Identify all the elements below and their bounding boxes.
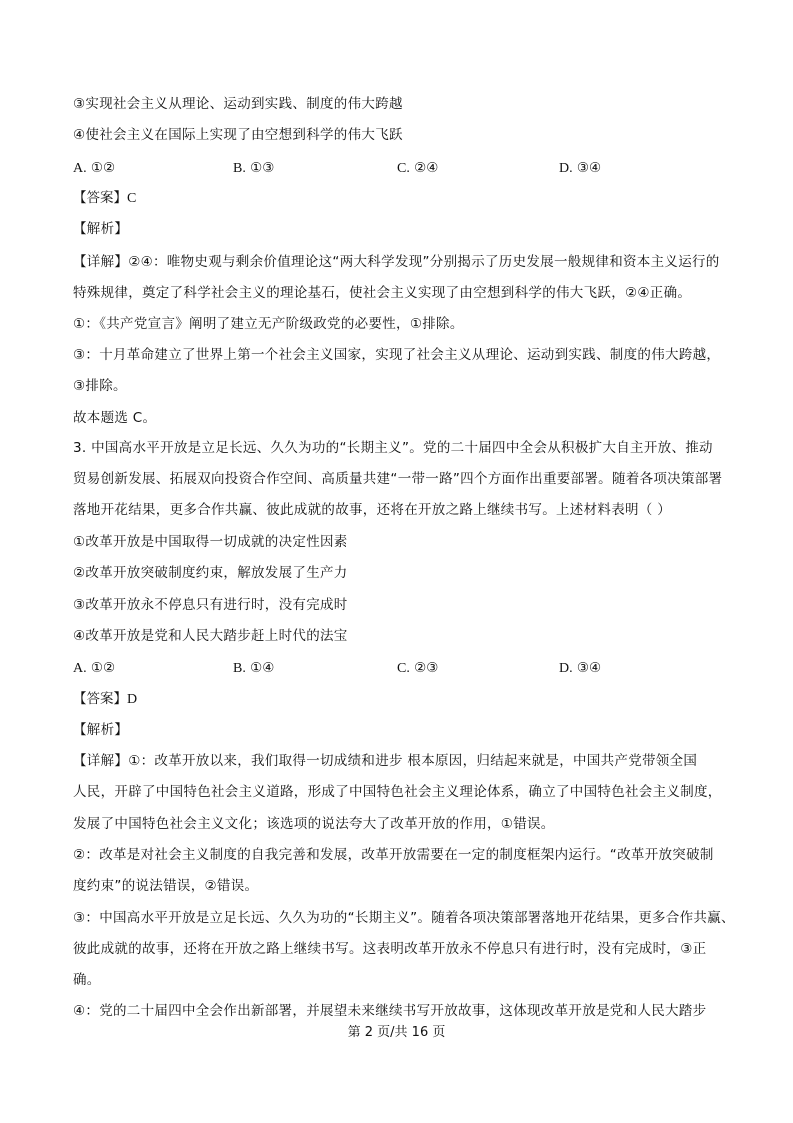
q2-conclusion: 故本题选 C。	[73, 410, 157, 426]
q3-detail-line-2: 人民，开辟了中国特色社会主义道路，形成了中国特色社会主义理论体系，确立了中国特色社会主义制度，	[73, 784, 722, 800]
q2-option-c	[397, 158, 438, 179]
option-text: ②③	[409, 660, 439, 676]
q3-analysis-tag: 【解析】	[73, 722, 129, 738]
option-letter: C.	[397, 161, 410, 176]
option-text: ①③	[245, 160, 275, 176]
q3-option-b	[233, 658, 274, 679]
q3-detail-line-6: ③：中国高水平开放是立足长远、久久为功的“长期主义”。随着各项决策部署落地开花结果，更多合作共赢、	[73, 910, 735, 926]
q3-detail-line-7: 彼此成就的故事，还将在开放之路上继续书写。这表明改革开放永不停息只有进行时，没有完成时，③正	[73, 941, 707, 957]
q2-statement-3: ③实现社会主义从理论、运动到实践、制度的伟大跨越	[73, 96, 403, 112]
q3-detail-line-3: 发展了中国特色社会主义文化；该选项的说法夸大了改革开放的作用，①错误。	[73, 816, 555, 832]
option-text: ②④	[409, 160, 439, 176]
q3-statement-4: ④改革开放是党和人民大踏步赶上时代的法宝	[73, 628, 348, 644]
option-text: ①②	[86, 160, 116, 176]
q2-detail-line-1: 【详解】②④：唯物史观与剩余价值理论这“两大科学发现”分别揭示了历史发展一般规律和资本主义运行的	[73, 254, 720, 270]
q2-statement-4: ④使社会主义在国际上实现了由空想到科学的伟大飞跃	[73, 127, 403, 143]
q3-detail-line-8: 确。	[73, 972, 101, 988]
q2-detail-line-4: ③：十月革命建立了世界上第一个社会主义国家，实现了社会主义从理论、运动到实践、制度的伟大跨越，	[73, 347, 721, 363]
q3-option-c	[397, 658, 438, 679]
option-letter: B.	[233, 661, 246, 676]
option-text: ③④	[572, 160, 602, 176]
q2-answer	[73, 188, 137, 209]
q2-analysis-tag: 【解析】	[73, 221, 129, 237]
answer-value: C	[127, 191, 137, 206]
q3-stem-line-2: 贸易创新发展、拓展双向投资合作空间、高质量共建“一带一路”四个方面作出重要部署。随着各项决策部署	[73, 471, 723, 487]
q3-stem-line-1: 3. 中国高水平开放是立足长远、久久为功的“长期主义”。党的二十届四中全会从积极扩大自主开放、推动	[73, 440, 713, 456]
option-letter: A.	[73, 161, 87, 176]
option-letter: C.	[397, 661, 410, 676]
q2-detail-line-5: ③排除。	[73, 378, 127, 394]
q3-answer	[73, 689, 137, 710]
q2-option-a	[73, 158, 115, 179]
q3-statement-1: ①改革开放是中国取得一切成就的决定性因素	[73, 534, 348, 550]
option-text: ③④	[572, 660, 602, 676]
answer-tag: 【答案】	[73, 190, 127, 206]
q3-detail-line-9: ④：党的二十届四中全会作出新部署，并展望未来继续书写开放故事，这体现改革开放是党和人民大踏步	[73, 1003, 707, 1019]
q3-option-a	[73, 658, 115, 679]
option-text: ①②	[86, 660, 116, 676]
q2-detail-line-2: 特殊规律，奠定了科学社会主义的理论基石，使社会主义实现了由空想到科学的伟大飞跃，②④正确。	[73, 285, 692, 301]
q3-detail-line-4: ②：改革是对社会主义制度的自我完善和发展，改革开放需要在一定的制度框架内运行。“改革开放突破制	[73, 847, 714, 863]
q3-detail-line-1: 【详解】①：改革开放以来，我们取得一切成绩和进步 根本原因，归结起来就是，中国共产党带领全国	[73, 753, 698, 769]
q3-statement-2: ②改革开放突破制度约束，解放发展了生产力	[73, 565, 348, 581]
q3-stem-line-3: 落地开花结果，更多合作共赢、彼此成就的故事，还将在开放之路上继续书写。上述材料表明（ ）	[73, 502, 671, 518]
q3-detail-line-5: 度约束”的说法错误，②错误。	[73, 878, 259, 894]
page-number-footer: 第 2 页/共 16 页	[347, 1025, 446, 1040]
q3-option-d	[559, 658, 601, 679]
answer-value: D	[127, 692, 138, 707]
q2-option-b	[233, 158, 274, 179]
q2-option-d	[559, 158, 601, 179]
option-letter: D.	[559, 161, 573, 176]
answer-tag: 【答案】	[73, 691, 127, 707]
q2-detail-line-3: ①：《共产党宣言》阐明了建立无产阶级政党的必要性，①排除。	[73, 316, 464, 332]
option-letter: B.	[233, 161, 246, 176]
option-letter: A.	[73, 661, 87, 676]
q3-statement-3: ③改革开放永不停息只有进行时，没有完成时	[73, 597, 348, 613]
option-text: ①④	[245, 660, 275, 676]
option-letter: D.	[559, 661, 573, 676]
